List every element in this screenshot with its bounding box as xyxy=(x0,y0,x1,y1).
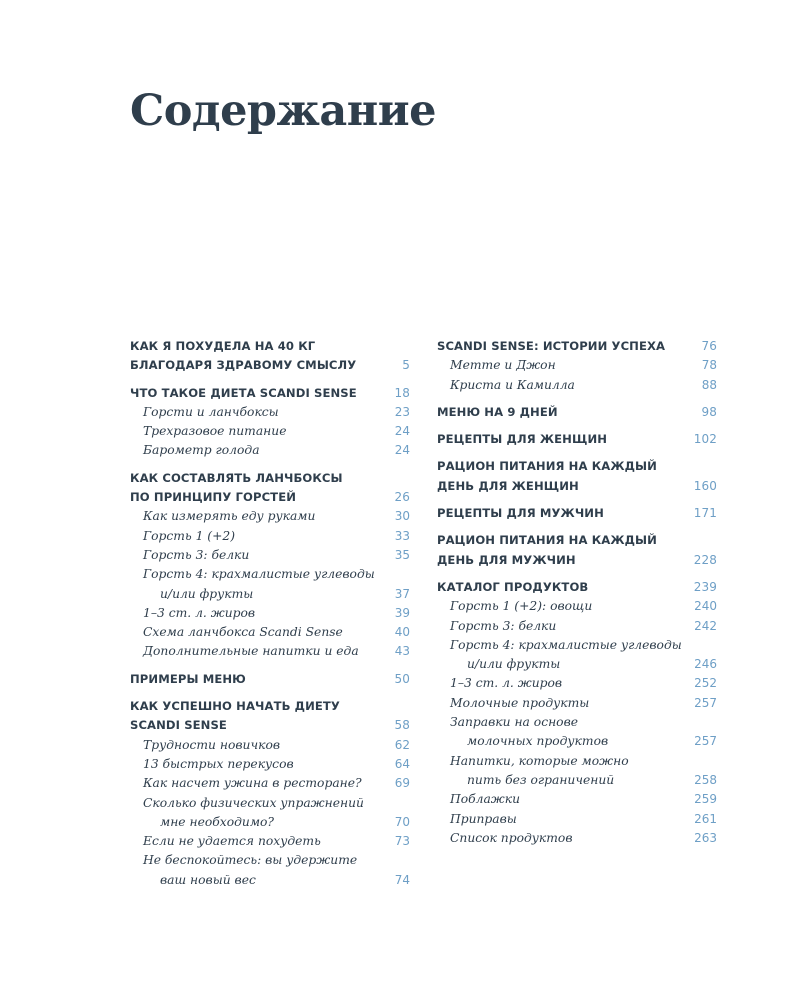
toc-subentry[interactable] xyxy=(437,597,717,616)
toc-subentry[interactable] xyxy=(130,774,410,793)
page-number: 43 xyxy=(394,644,410,659)
toc-subentry[interactable] xyxy=(437,713,717,732)
page-number: 160 xyxy=(693,478,717,493)
toc-subentry[interactable] xyxy=(130,794,410,813)
toc-subentry-text: Барометр голода xyxy=(143,443,260,458)
toc-subentry[interactable] xyxy=(437,752,717,771)
toc-subentry[interactable] xyxy=(130,546,410,565)
page-number: 98 xyxy=(701,404,717,419)
toc-subentry[interactable] xyxy=(130,623,410,642)
toc-subentry-text: Горсти и ланчбоксы xyxy=(143,404,279,419)
toc-subentry[interactable] xyxy=(130,507,410,526)
toc-subentry[interactable] xyxy=(130,736,410,755)
page-number: 242 xyxy=(694,618,717,633)
toc-subentry[interactable] xyxy=(130,832,410,851)
toc-heading[interactable] xyxy=(130,337,410,356)
toc-subentry[interactable] xyxy=(130,565,410,584)
toc-subentry-text: Горсть 3: белки xyxy=(143,547,250,562)
toc-subentry-text: ваш новый вес xyxy=(160,872,256,887)
toc-subentry[interactable] xyxy=(437,790,717,809)
toc-heading-text: SCANDI SENSE xyxy=(130,718,227,733)
toc-subentry[interactable] xyxy=(130,604,410,623)
page-number: 74 xyxy=(394,872,410,887)
page-number: 62 xyxy=(394,737,410,752)
toc-heading[interactable] xyxy=(437,477,717,496)
toc-heading[interactable] xyxy=(437,430,717,449)
page-number: 35 xyxy=(394,547,410,562)
page-number: 261 xyxy=(694,811,717,826)
toc-heading[interactable] xyxy=(437,403,717,422)
toc-subentry[interactable] xyxy=(130,851,410,870)
toc-subentry-text: Дополнительные напитки и еда xyxy=(143,644,359,659)
toc-heading-text: КАК СОСТАВЛЯТЬ ЛАНЧБОКСЫ xyxy=(130,470,343,485)
page-number: 88 xyxy=(701,377,717,392)
toc-column-right xyxy=(437,337,717,848)
toc-subentry-text: Поблажки xyxy=(450,792,521,807)
toc-heading[interactable] xyxy=(130,697,410,716)
toc-section xyxy=(437,531,717,570)
page-number: 24 xyxy=(394,424,410,439)
page-number: 259 xyxy=(694,792,717,807)
toc-heading[interactable] xyxy=(130,356,410,375)
toc-heading[interactable] xyxy=(437,531,717,550)
toc-subentry-text: Заправки на основе xyxy=(450,715,579,730)
toc-subentry-text: Схема ланчбокса Scandi Sense xyxy=(143,625,343,640)
toc-heading[interactable] xyxy=(130,469,410,488)
toc-subentry-text: мне необходимо? xyxy=(160,814,275,829)
toc-subentry-text: Если не удается похудеть xyxy=(143,834,321,849)
page-number: 240 xyxy=(694,599,717,614)
page-number: 257 xyxy=(694,734,717,749)
toc-subentry[interactable] xyxy=(130,642,410,661)
page-number: 23 xyxy=(394,404,410,419)
toc-subentry[interactable] xyxy=(130,813,410,832)
page-number: 30 xyxy=(394,509,410,524)
toc-heading-text: РЕЦЕПТЫ ДЛЯ ЖЕНЩИН xyxy=(437,432,608,447)
toc-subentry-text: Горсть 4: крахмалистые углеводы xyxy=(143,567,375,582)
toc-heading-text: ДЕНЬ ДЛЯ ЖЕНЩИН xyxy=(437,478,579,493)
toc-subentry[interactable] xyxy=(130,422,410,441)
toc-subentry-text: Приправы xyxy=(450,811,517,826)
toc-subentry[interactable] xyxy=(437,636,717,655)
page-number: 257 xyxy=(694,695,717,710)
page-number: 50 xyxy=(394,671,410,686)
toc-subentry[interactable] xyxy=(130,755,410,774)
toc-heading-text: КАК УСПЕШНО НАЧАТЬ ДИЕТУ xyxy=(130,699,340,714)
toc-subentry[interactable] xyxy=(437,655,717,674)
toc-heading[interactable] xyxy=(437,504,717,523)
toc-heading-text: ЧТО ТАКОЕ ДИЕТА SCANDI SENSE xyxy=(130,385,357,400)
toc-section xyxy=(130,670,410,689)
page-number: 69 xyxy=(394,776,410,791)
toc-subentry-text: Горсть 1 (+2): овощи xyxy=(450,599,593,614)
toc-heading-text: ПРИМЕРЫ МЕНЮ xyxy=(130,671,246,686)
toc-section xyxy=(437,578,717,848)
toc-heading-text: РЕЦЕПТЫ ДЛЯ МУЖЧИН xyxy=(437,506,604,521)
toc-subentry[interactable] xyxy=(130,527,410,546)
toc-section xyxy=(437,403,717,422)
toc-subentry[interactable] xyxy=(437,829,717,848)
page-number: 171 xyxy=(693,506,717,521)
toc-subentry-text: 13 быстрых перекусов xyxy=(143,756,294,771)
toc-section xyxy=(130,469,410,662)
page-number: 40 xyxy=(394,625,410,640)
page-number: 76 xyxy=(701,339,717,353)
toc-subentry-text: Трудности новичков xyxy=(143,737,281,752)
toc-heading-text: ДЕНЬ ДЛЯ МУЖЧИН xyxy=(437,552,576,567)
toc-heading-text: КАТАЛОГ ПРОДУКТОВ xyxy=(437,579,589,594)
page-number: 58 xyxy=(394,718,410,733)
page-number: 73 xyxy=(394,834,410,849)
toc-subentry-text: пить без ограничений xyxy=(467,772,615,787)
toc-heading[interactable] xyxy=(437,551,717,570)
toc-column-left xyxy=(130,337,410,890)
toc-subentry[interactable] xyxy=(130,403,410,422)
page-number: 258 xyxy=(694,772,717,787)
toc-subentry[interactable] xyxy=(437,732,717,751)
toc-subentry-text: Горсть 3: белки xyxy=(450,618,557,633)
toc-subentry-text: и/или фрукты xyxy=(160,586,254,601)
page-number: 102 xyxy=(693,432,717,447)
toc-subentry[interactable] xyxy=(130,585,410,604)
page-title: Содержание xyxy=(130,86,436,136)
toc-subentry[interactable] xyxy=(130,871,410,890)
toc-section xyxy=(437,504,717,523)
toc-subentry-text: Не беспокойтесь: вы удержите xyxy=(143,853,358,868)
toc-subentry-text: 1–3 ст. л. жиров xyxy=(450,676,563,691)
toc-section xyxy=(130,337,410,376)
toc-subentry-text: Метте и Джон xyxy=(450,358,556,373)
toc-heading-text: КАК Я ПОХУДЕЛА НА 40 КГ xyxy=(130,339,316,353)
toc-heading[interactable] xyxy=(130,488,410,507)
toc-subentry-text: молочных продуктов xyxy=(467,734,609,749)
toc-subentry-text: Сколько физических упражнений xyxy=(143,795,364,810)
page-number: 228 xyxy=(693,552,717,567)
toc-heading-text: БЛАГОДАРЯ ЗДРАВОМУ СМЫСЛУ xyxy=(130,358,357,373)
page-number: 78 xyxy=(701,358,717,373)
page-number: 37 xyxy=(394,586,410,601)
page-number: 5 xyxy=(402,358,410,373)
toc-section xyxy=(130,697,410,890)
page-number: 18 xyxy=(394,385,410,400)
toc-subentry-text: 1–3 ст. л. жиров xyxy=(143,605,256,620)
page-number: 39 xyxy=(394,605,410,620)
toc-subentry[interactable] xyxy=(437,694,717,713)
toc-heading[interactable] xyxy=(437,578,717,597)
toc-subentry-text: и/или фрукты xyxy=(467,657,561,672)
page-number: 252 xyxy=(694,676,717,691)
page-number: 24 xyxy=(394,443,410,458)
page-number: 64 xyxy=(394,756,410,771)
toc-subentry[interactable] xyxy=(437,810,717,829)
toc-subentry-text: Как насчет ужина в ресторане? xyxy=(143,776,362,791)
toc-subentry[interactable] xyxy=(437,376,717,395)
page-number: 26 xyxy=(394,490,410,505)
toc-subentry-text: Как измерять еду руками xyxy=(143,509,316,524)
toc-subentry-text: Список продуктов xyxy=(450,830,573,845)
toc-subentry-text: Трехразовое питание xyxy=(143,424,287,439)
toc-heading-text: ПО ПРИНЦИПУ ГОРСТЕЙ xyxy=(130,490,297,505)
toc-heading[interactable] xyxy=(130,384,410,403)
toc-subentry-text: Молочные продукты xyxy=(450,695,590,710)
toc-heading[interactable] xyxy=(130,716,410,735)
toc-subentry[interactable] xyxy=(130,441,410,460)
toc-subentry-text: Горсть 1 (+2) xyxy=(143,528,236,543)
toc-section xyxy=(437,430,717,449)
toc-subentry-text: Криста и Камилла xyxy=(450,377,575,392)
toc-subentry[interactable] xyxy=(437,771,717,790)
toc-heading[interactable] xyxy=(437,457,717,476)
page-number: 70 xyxy=(394,814,410,829)
page-number: 263 xyxy=(694,830,717,845)
toc-heading-text: SCANDI SENSE: ИСТОРИИ УСПЕХА xyxy=(437,339,666,353)
toc-heading[interactable] xyxy=(130,670,410,689)
toc-subentry[interactable] xyxy=(437,617,717,636)
toc-section xyxy=(437,457,717,496)
page-number: 246 xyxy=(694,657,717,672)
toc-heading[interactable] xyxy=(437,337,717,356)
toc-subentry-text: Напитки, которые можно xyxy=(450,753,629,768)
toc-subentry-text: Горсть 4: крахмалистые углеводы xyxy=(450,637,682,652)
toc-heading-text: МЕНЮ НА 9 ДНЕЙ xyxy=(437,404,558,419)
toc-section xyxy=(437,337,717,395)
toc-subentry[interactable] xyxy=(437,356,717,375)
page-number: 33 xyxy=(394,528,410,543)
toc-section xyxy=(130,384,410,461)
toc-heading-text: РАЦИОН ПИТАНИЯ НА КАЖДЫЙ xyxy=(437,533,657,548)
page-number: 239 xyxy=(693,579,717,594)
toc-subentry[interactable] xyxy=(437,674,717,693)
toc-heading-text: РАЦИОН ПИТАНИЯ НА КАЖДЫЙ xyxy=(437,459,657,474)
